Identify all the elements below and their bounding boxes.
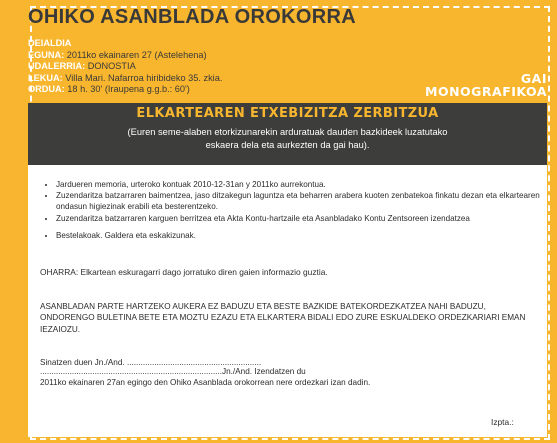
time-row: ORDUA: 18 h. 30' (Iraupena g.g.b.: 60') <box>28 84 190 95</box>
list-item: • Jardueren memoria, urteroko kontuak 2010-12-31an y 2011ko aurrekontua. <box>56 179 556 190</box>
place-row: LEKUA: Villa Mari. Nafarroa hiribideko 35. zkia. <box>28 72 223 83</box>
monographic-topic-label: GAI MONOGRAFIKOA <box>425 71 547 99</box>
banner-subtitle: (Euren seme-alaben etorkizunarekin arduratuak dauden bazkideek luzatutako eskaera dela eta aurkezten da gai hau). <box>127 127 448 150</box>
meeting-details <box>28 38 222 96</box>
date-row: EGUNA: 2011ko ekainaren 27 (Astelehena) <box>28 49 207 60</box>
banner-title: ELKARTEAREN ETXEBIZITZA ZERBITZUA <box>136 106 439 121</box>
municipality-row: UDALERRIA: DONOSTIA <box>28 61 136 72</box>
list-item: • Zuzendaritza batzarraren karguen berritzea eta Akta Kontu-hartzaile eta Asanbladako Kontu Zentsoreen izendatzea <box>56 213 556 224</box>
agenda-list <box>34 179 556 241</box>
signature-line-1[interactable]: Sinatzen duen Jn./And. ........................................................... <box>40 358 262 367</box>
signature-label: Izpta.: <box>491 417 514 427</box>
signature-line-2[interactable]: ................................................................................Jn./And. Izendatzen du <box>40 367 306 376</box>
page-title: OHIKO ASANBLADA OROKORRA <box>28 6 356 28</box>
list-item: • Bestelakoak. Galdera eta eskakizunak. <box>56 230 556 241</box>
call-heading: DEIALDIA <box>28 38 72 48</box>
proxy-instructions: ASANBLADAN PARTE HARTZEKO AUKERA EZ BADUZU ETA BESTE BAZKIDE BATEKORDEZKATZEA NAHI BADUZU, ONDORENGO BULETINA BETE ETA MOZTU EZAZU ETA ELKARTERA BIDALI EDO ZURE ESKUALDEKO ORDEZKARIARI EMAN IEZAIOZU. <box>40 302 526 334</box>
signature-line-3: 2011ko ekainaren 27an egingo den Ohiko Asanblada orokorrean nere ordezkari izan dadin. <box>40 378 371 387</box>
note-text: OHARRA: Elkartean eskuragarri dago jorratuko diren gaien informazio guztia. <box>40 267 328 277</box>
list-item: • Zuzendaritza batzarraren baimentzea, jaso ditzakegun laguntza eta beharren arabera kuoten zenbatekoa finkatu dezan eta elkartearen ondasun higiezinak erabili eta besterentzeko. <box>56 190 556 212</box>
